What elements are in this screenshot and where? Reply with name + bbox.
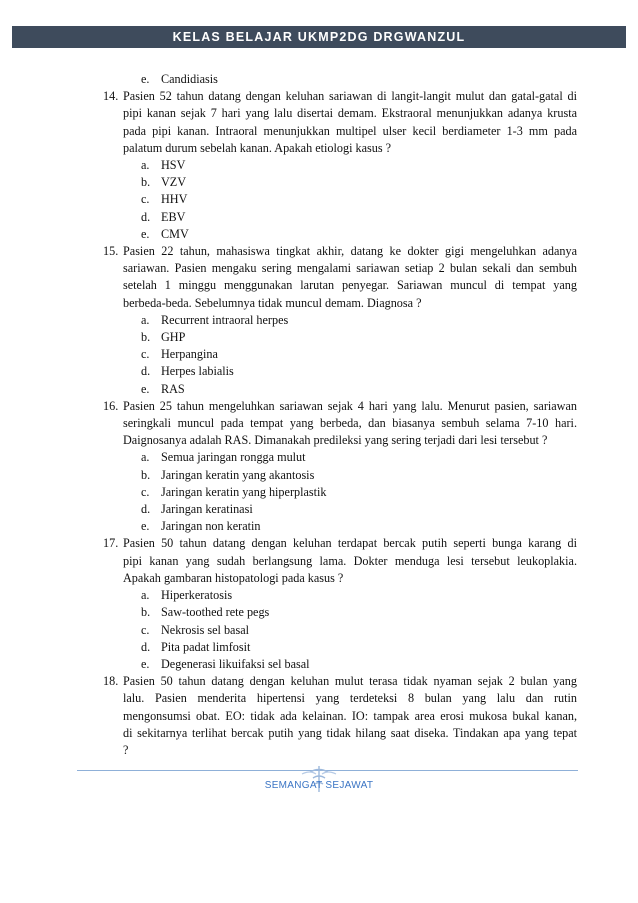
answer-option (103, 656, 577, 673)
question-number: 18. (103, 674, 119, 689)
option-letter: d. (141, 639, 151, 654)
option-letter: b. (141, 175, 151, 190)
option-text: GHP (161, 330, 186, 345)
option-text: HSV (161, 158, 186, 173)
option-letter: a. (141, 450, 150, 465)
document-body (103, 71, 577, 759)
question-list (103, 88, 577, 759)
question-item (103, 673, 577, 759)
question-line: Pasien 50 tahun datang dengan keluhan mulut terasa tidak nyaman sejak 2 bulan yang (123, 674, 577, 689)
question-item (103, 243, 577, 312)
question-line: Pasien 25 tahun mengeluhkan sariawan sejak 4 hari yang lalu. Menurut pasien, sariawan (123, 398, 577, 413)
question-text (123, 398, 577, 450)
answer-option (103, 209, 577, 226)
option-letter: a. (141, 158, 150, 173)
option-text: Degenerasi likuifaksi sel basal (161, 656, 310, 671)
question-line: sariawan. Pasien mengaku sering mengalami sariawan setiap 2 bulan sekali dan sembuh (123, 261, 577, 276)
question-number: 17. (103, 536, 119, 551)
answer-option (103, 381, 577, 398)
answer-option (103, 226, 577, 243)
answer-option (103, 484, 577, 501)
option-text: Candidiasis (161, 72, 218, 86)
question-line: pipi kanan yang sudah berlangsung lama. Dokter menduga lesi tersebut leukoplakia. (123, 553, 577, 568)
option-letter: c. (141, 347, 150, 362)
option-letter: e. (141, 72, 150, 86)
option-text: VZV (161, 175, 187, 190)
answer-option (103, 449, 577, 466)
option-letter: d. (141, 502, 151, 517)
option-text: Jaringan keratinasi (161, 502, 253, 517)
question-number: 16. (103, 398, 119, 413)
option-letter: b. (141, 330, 151, 345)
question-line: ? (123, 742, 129, 757)
option-text: Recurrent intraoral herpes (161, 312, 289, 327)
question-line: palatum durum sebelah kanan. Apakah etiologi kasus ? (123, 140, 392, 155)
option-text: EBV (161, 209, 186, 224)
question-line: mengonsumsi obat. EO: tidak ada kelainan. IO: tampak area erosi mukosa bukal kanan, (123, 708, 577, 723)
question-line: Pasien 22 tahun, mahasiswa tingkat akhir, datang ke dokter gigi mengeluhkan adanya (123, 244, 577, 259)
option-text: CMV (161, 226, 189, 241)
question-line: lalu. Pasien menderita hipertensi yang terdeteksi 8 bulan yang lalu dan rutin (123, 691, 577, 706)
option-text: Jaringan non keratin (161, 519, 261, 534)
option-letter: a. (141, 312, 150, 327)
question-number: 15. (103, 244, 119, 259)
answer-option (103, 467, 577, 484)
option-letter: c. (141, 484, 150, 499)
question-text (123, 243, 577, 312)
option-letter: b. (141, 467, 151, 482)
question-line: setelah 1 minggu menggunakan larutan penyegar. Sariawan muncul di tempat yang (123, 278, 577, 293)
header-bar (12, 26, 626, 48)
option-text: HHV (161, 192, 188, 207)
option-text: Pita padat limfosit (161, 639, 251, 654)
answer-option (103, 346, 577, 363)
footer-text: SEMANGAT SEJAWAT (264, 780, 374, 791)
question-item (103, 398, 577, 450)
question-line: pada pipi kanan. Intraoral menunjukkan multipel ulser kecil berdiameter 1-3 mm pada (123, 123, 577, 138)
option-text: Saw-toothed rete pegs (161, 605, 270, 620)
question-text (123, 88, 577, 157)
option-text: Jaringan keratin yang hiperplastik (161, 484, 327, 499)
answer-option (103, 329, 577, 346)
option-letter: d. (141, 209, 151, 224)
answer-option (103, 604, 577, 621)
question-line: Daignosanya adalah RAS. Dimanakah predileksi yang sering terjadi dari lesi tersebut ? (123, 433, 548, 448)
header-title: KELAS BELAJAR UKMP2DG DRGWANZUL (172, 30, 466, 44)
answer-option (103, 501, 577, 518)
option-letter: e. (141, 656, 150, 671)
question-line: Pasien 52 tahun datang dengan keluhan sariawan di langit-langit mulut dan gatal-gatal di (123, 89, 577, 104)
question-line: Apakah gambaran histopatologi pada kasus ? (123, 570, 344, 585)
question-text (123, 535, 577, 587)
question-line: seringkali muncul pada tempat yang berbeda, dan biasanya sembuh selama 7-10 hari. (123, 416, 577, 431)
answer-option (103, 157, 577, 174)
question-line: pipi kanan sejak 7 hari yang lalu disertai demam. Ekstraoral menunjukkan adanya krusta (123, 106, 577, 121)
option-letter: a. (141, 588, 150, 603)
option-text: Semua jaringan rongga mulut (161, 450, 306, 465)
option-letter: e. (141, 226, 150, 241)
answer-option (103, 363, 577, 380)
question-line: di sekitarnya terlihat bercak putih yang tidak hilang saat diseka. Tindakan apa yang tepat (123, 725, 577, 740)
question-line: berbeda-beda. Sebelumnya tidak muncul demam. Diagnosa ? (123, 295, 422, 310)
question-item (103, 535, 577, 587)
answer-option (103, 639, 577, 656)
option-text: Nekrosis sel basal (161, 622, 250, 637)
question-number: 14. (103, 89, 119, 104)
option-text: Hiperkeratosis (161, 588, 233, 603)
option-letter: d. (141, 364, 151, 379)
option-letter: e. (141, 381, 150, 396)
option-letter: c. (141, 192, 150, 207)
question-text (123, 673, 577, 759)
option-letter: e. (141, 519, 150, 534)
question-item (103, 88, 577, 157)
option-text: Herpes labialis (161, 364, 234, 379)
answer-option (103, 191, 577, 208)
answer-option (103, 622, 577, 639)
answer-option (103, 312, 577, 329)
option-text: Herpangina (161, 347, 218, 362)
option-text: RAS (161, 381, 185, 396)
answer-option (103, 174, 577, 191)
question-line: Pasien 50 tahun datang dengan keluhan terdapat bercak putih seperti bunga karang di (123, 536, 577, 551)
answer-option (103, 587, 577, 604)
option-letter: b. (141, 605, 151, 620)
option-text: Jaringan keratin yang akantosis (161, 467, 315, 482)
lead-option (103, 71, 577, 88)
option-letter: c. (141, 622, 150, 637)
answer-option (103, 518, 577, 535)
